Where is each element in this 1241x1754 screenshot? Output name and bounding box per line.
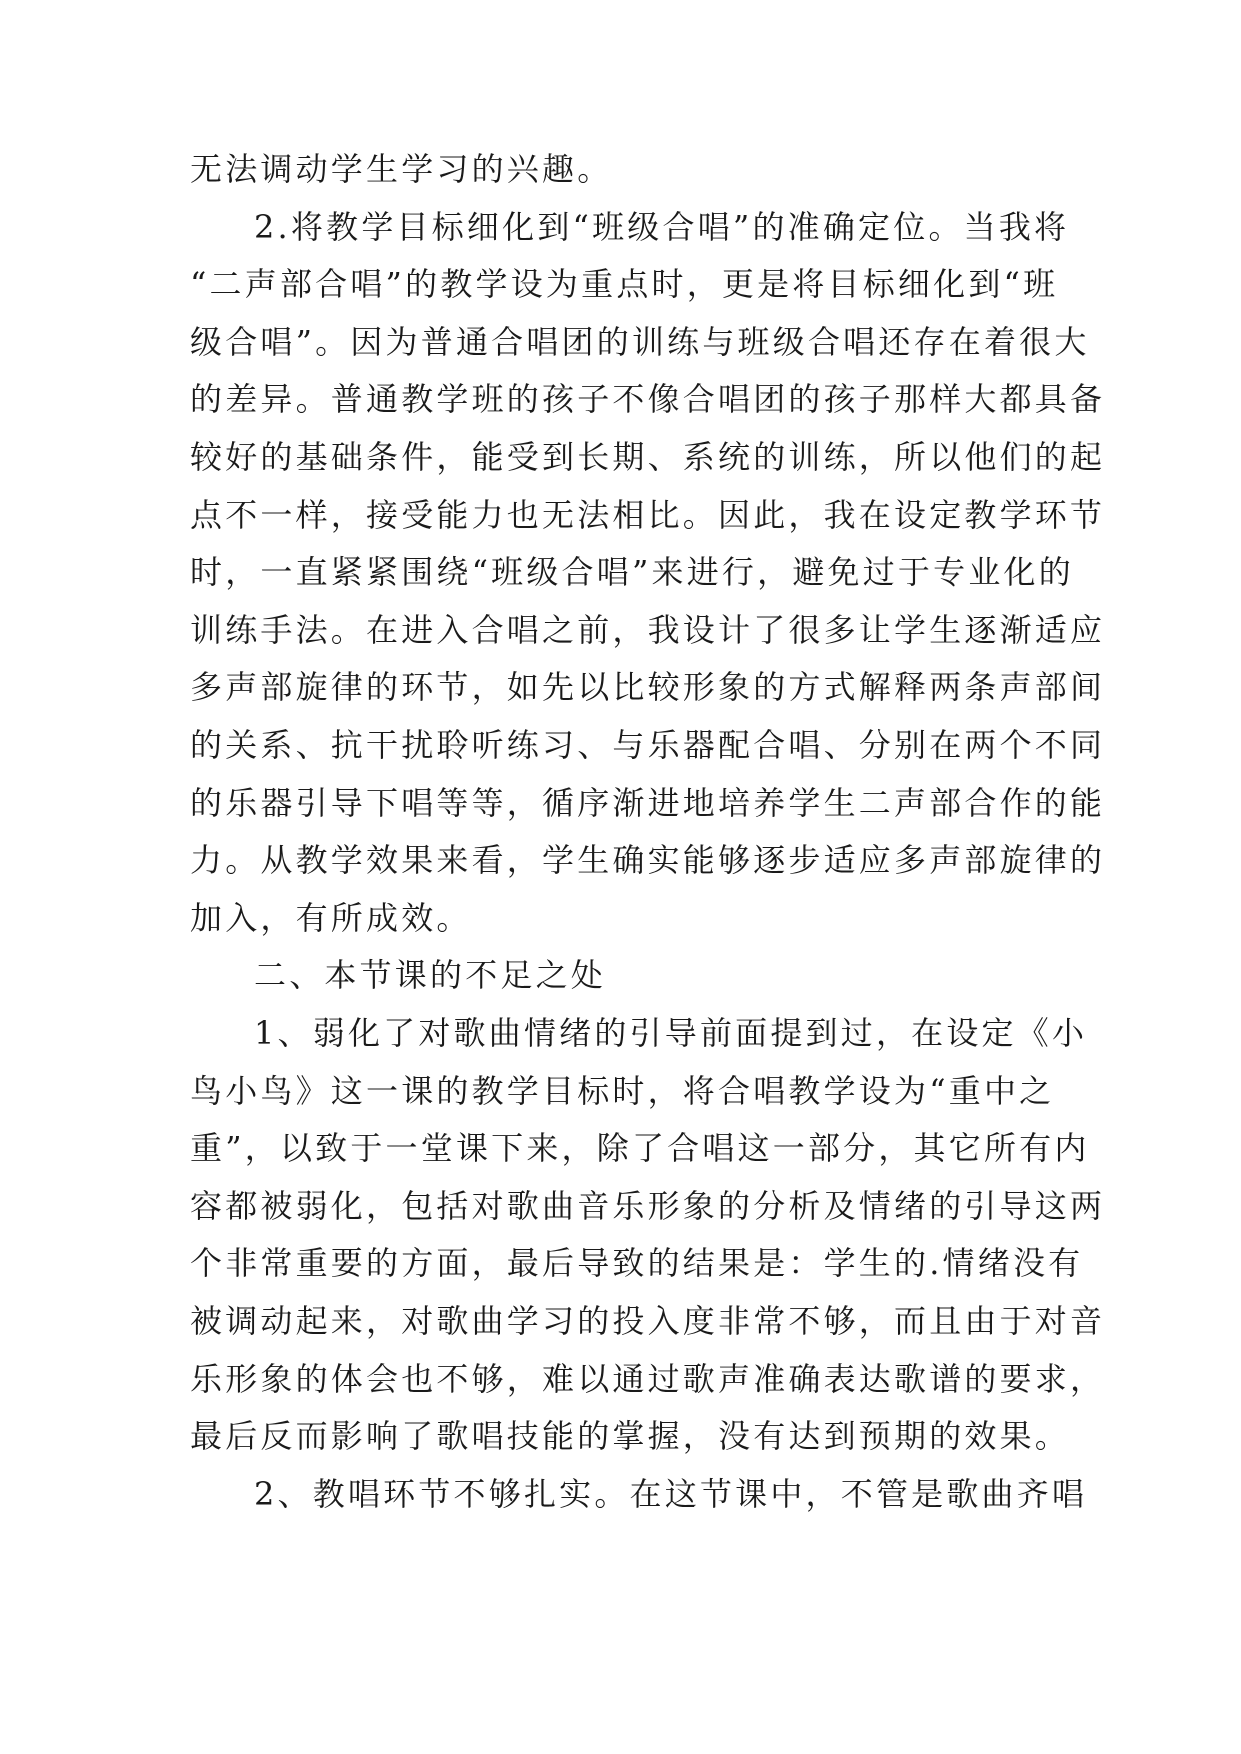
text-line: 较好的基础条件，能受到长期、系统的训练，所以他们的起 [190, 438, 1106, 476]
text-line: 时，一直紧紧围绕“班级合唱”来进行，避免过于专业化的 [190, 553, 1074, 592]
text-line: 的差异。普通教学班的孩子不像合唱团的孩子那样大都具备 [190, 380, 1106, 419]
text-line: 二、本节课的不足之处 [254, 956, 607, 995]
text-line: 的乐器引导下唱等等，循序渐进地培养学生二声部合作的能 [190, 783, 1106, 822]
text-line: 2、教唱环节不够扎实。在这节课中，不管是歌曲齐唱 [254, 1474, 1088, 1513]
text-line: 个非常重要的方面，最后导致的结果是：学生的.情绪没有 [190, 1244, 1084, 1283]
text-line: 被调动起来，对歌曲学习的投入度非常不够，而且由于对音 [190, 1302, 1106, 1340]
text-line: 无法调动学生学习的兴趣。 [190, 150, 613, 188]
text-line: 点不一样，接受能力也无法相比。因此，我在设定教学环节 [190, 495, 1106, 534]
text-line: 乐形象的体会也不够，难以通过歌声准确表达歌谱的要求， [190, 1359, 1106, 1398]
text-line: 的关系、抗干扰聆听练习、与乐器配合唱、分别在两个不同 [190, 726, 1106, 764]
text-line: 重”，以致于一堂课下来，除了合唱这一部分，其它所有内 [190, 1129, 1090, 1168]
text-line: 鸟小鸟》这一课的教学目标时，将合唱教学设为“重中之 [190, 1071, 1055, 1110]
text-line: 1、弱化了对歌曲情绪的引导前面提到过，在设定《小 [254, 1014, 1088, 1052]
text-line: 2.将教学目标细化到“班级合唱”的准确定位。当我将 [254, 207, 1070, 246]
text-line: 容都被弱化，包括对歌曲音乐形象的分析及情绪的引导这两 [190, 1186, 1106, 1225]
text-line: 级合唱”。因为普通合唱团的训练与班级合唱还存在着很大 [190, 322, 1090, 361]
text-line: 力。从教学效果来看，学生确实能够逐步适应多声部旋律的 [190, 841, 1106, 880]
text-line: “二声部合唱”的教学设为重点时，更是将目标细化到“班 [190, 265, 1059, 304]
text-line: 加入，有所成效。 [190, 898, 472, 937]
text-line: 最后反而影响了歌唱技能的掌握，没有达到预期的效果。 [190, 1417, 1071, 1456]
text-line: 多声部旋律的环节，如先以比较形象的方式解释两条声部间 [190, 668, 1106, 707]
text-line: 训练手法。在进入合唱之前，我设计了很多让学生逐渐适应 [190, 610, 1106, 649]
